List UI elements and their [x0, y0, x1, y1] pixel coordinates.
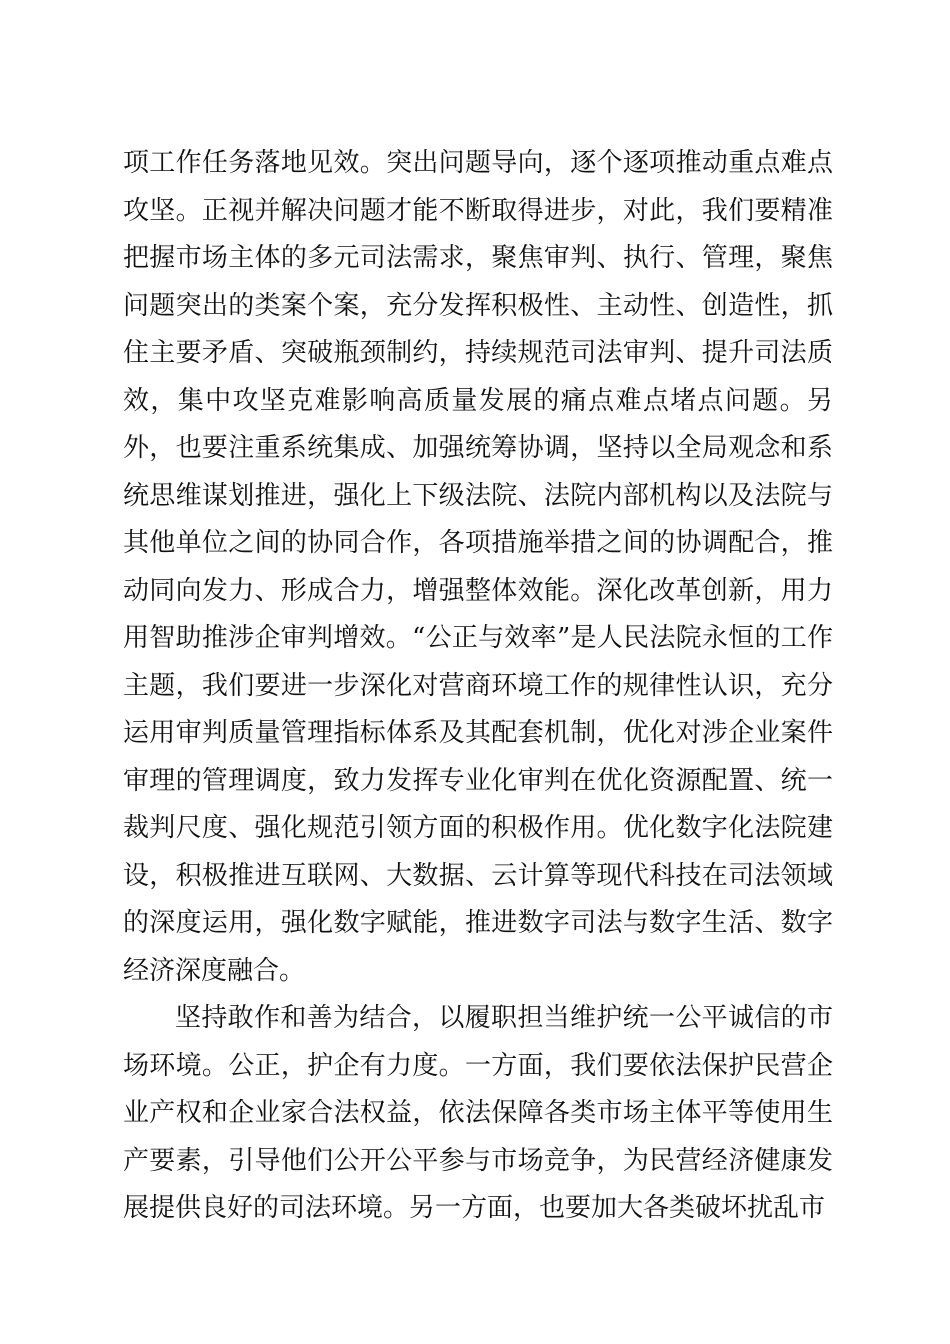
paragraph-continued: 项工作任务落地见效。突出问题导向，逐个逐项推动重点难点攻坚。正视并解决问题才能不断取得进步，对此，我们要精准把握市场主体的多元司法需求，聚焦审判、执行、管理，聚焦问题突出的类案个案，充分发挥积极性、主动性、创造性，抓住主要矛盾、突破瓶颈制约，持续规范司法审判、提升司法质效，集中攻坚克难影响高质量发展的痛点难点堵点问题。另外，也要注重系统集成、加强统筹协调，坚持以全局观念和系统思维谋划推进，强化上下级法院、法院内部机构以及法院与其他单位之间的协同合作，各项措施举措之间的协调配合，推动同向发力、形成合力，增强整体效能。深化改革创新，用力用智助推涉企审判增效。“公正与效率”是人民法院永恒的工作主题，我们要进一步深化对营商环境工作的规律性认识，充分运用审判质量管理指标体系及其配套机制，优化对涉企业案件审理的管理调度，致力发挥专业化审判在优化资源配置、统一裁判尺度、强化规范引领方面的积极作用。优化数字化法院建设，积极推进互联网、大数据、云计算等现代科技在司法领域的深度运用，强化数字赋能，推进数字司法与数字生活、数字经济深度融合。: [123, 148, 833, 986]
paragraph-market-environment: 坚持敢作和善为结合，以履职担当维护统一公平诚信的市场环境。公正，护企有力度。一方面，我们要依法保护民营企业产权和企业家合法权益，依法保障各类市场主体平等使用生产要素，引导他们公开公平参与市场竞争，为民营经济健康发展提供良好的司法环境。另一方面，也要加大各类破坏扰乱市: [123, 1003, 833, 1223]
body-text: [123, 140, 833, 1233]
